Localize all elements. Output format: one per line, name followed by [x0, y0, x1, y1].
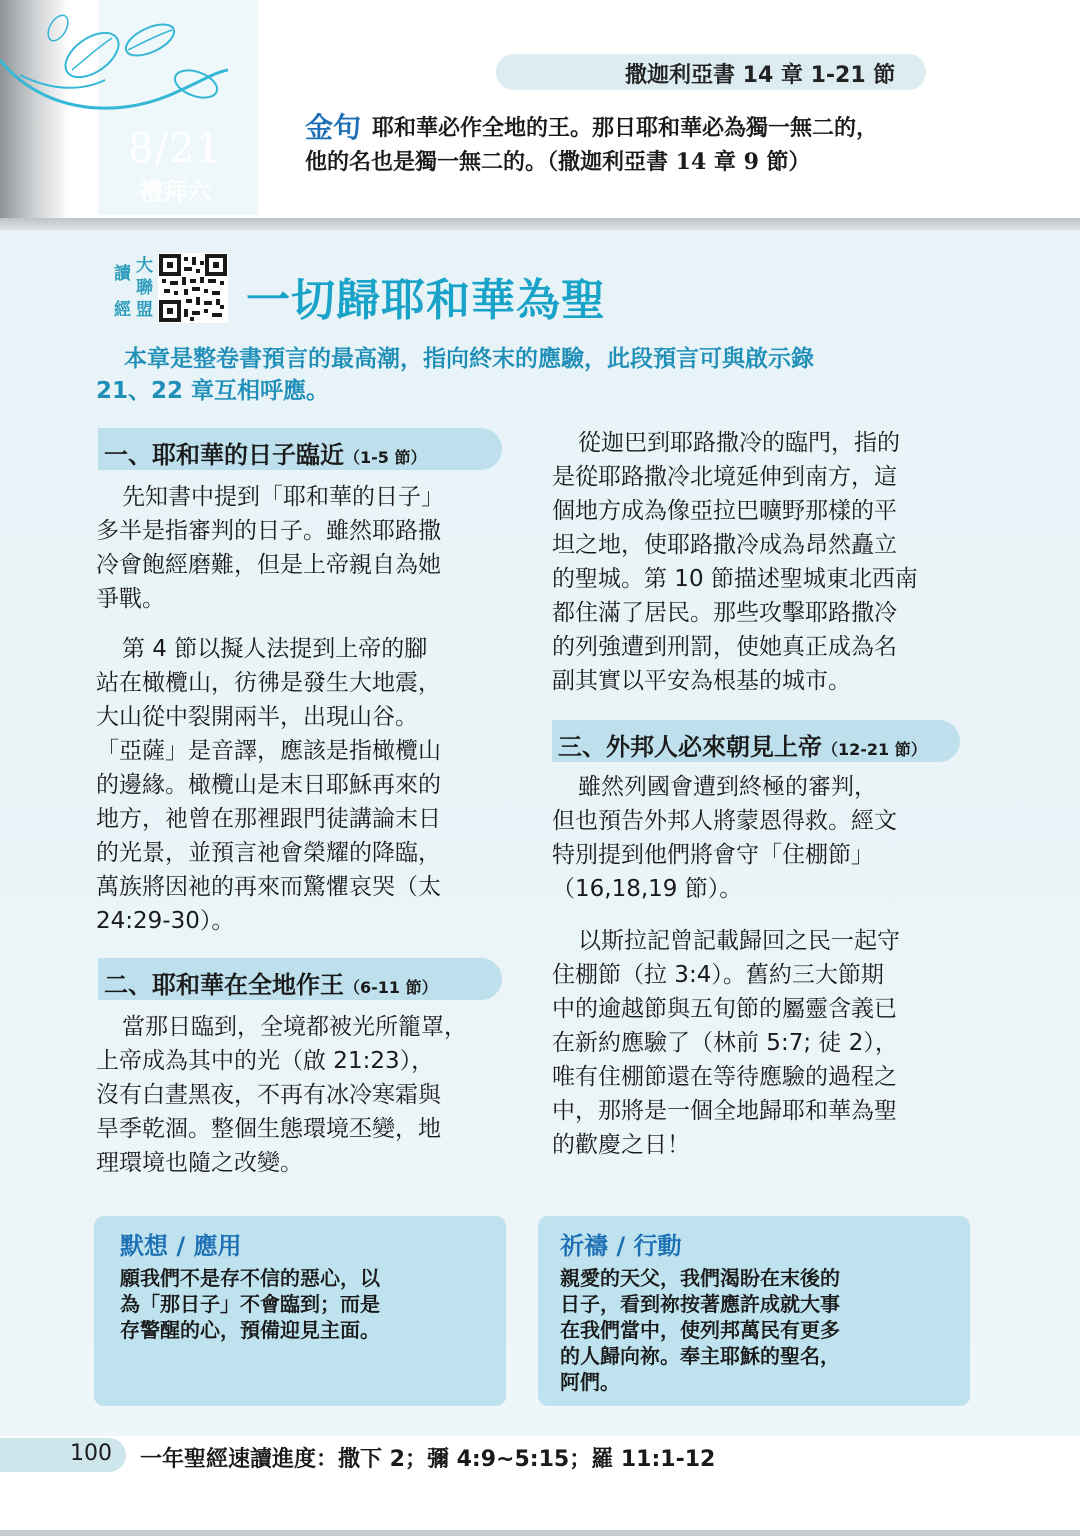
meditation-line: 願我們不是存不信的惡心，以 — [120, 1266, 380, 1290]
text-line: 24:29-30）。 — [96, 908, 235, 934]
section-1-title-text: 一、耶和華的日子臨近 — [104, 441, 344, 469]
text-line: 的邊緣。橄欖山是末日耶穌再來的 — [96, 772, 441, 798]
text-line: 雖然列國會遭到終極的審判， — [578, 774, 877, 800]
meditation-line: 存警醒的心，預備迎見主面。 — [120, 1318, 380, 1342]
text-line: 萬族將因祂的再來而驚懼哀哭（太 — [96, 874, 441, 900]
text-line: 先知書中提到「耶和華的日子」 — [122, 484, 444, 510]
prayer-line: 親愛的天父，我們渴盼在末後的 — [560, 1266, 840, 1290]
text-line: 的列強遭到刑罰，使她真正成為名 — [552, 634, 897, 660]
page-header — [0, 0, 1080, 222]
prayer-title: 祈禱 / 行動 — [560, 1232, 682, 1260]
text-line: 大山從中裂開兩半，出現山谷。 — [96, 704, 418, 730]
text-line: 坦之地，使耶路撒冷成為昂然矗立 — [552, 532, 897, 558]
text-line: 的光景，並預言祂會榮耀的降臨， — [96, 840, 441, 866]
text-line: 上帝成為其中的光（啟 21:23）， — [96, 1048, 435, 1074]
section-3-title — [558, 727, 927, 762]
text-line: 在新約應驗了（林前 5:7; 徒 2）， — [552, 1030, 898, 1056]
date-label: 8/21 — [128, 126, 222, 172]
badge-char: 大 — [136, 256, 153, 276]
text-line: 旱季乾涸。整個生態環境丕變，地 — [96, 1116, 441, 1142]
bottom-edge — [0, 1530, 1080, 1536]
badge-char: 讀 — [114, 264, 131, 284]
text-line: 沒有白晝黑夜，不再有冰冷寒霜與 — [96, 1082, 441, 1108]
section-1-ref: （1-5 節） — [344, 448, 427, 467]
section-3-ref: （12-21 節） — [822, 740, 927, 759]
text-line: 個地方成為像亞拉巴曠野那樣的平 — [552, 498, 897, 524]
text-line: 但也預告外邦人將蒙恩得救。經文 — [552, 808, 897, 834]
section-2-title-text: 二、耶和華在全地作王 — [104, 971, 344, 999]
text-line: 中的逾越節與五旬節的屬靈含義已 — [552, 996, 897, 1022]
section-3-title-text: 三、外邦人必來朝見上帝 — [558, 733, 822, 761]
badge-char: 經 — [114, 300, 131, 320]
text-line: 第 4 節以擬人法提到上帝的腳 — [122, 636, 428, 662]
text-line: 住棚節（拉 3:4）。舊約三大節期 — [552, 962, 884, 988]
prayer-line: 在我們當中，使列邦萬民有更多 — [560, 1318, 840, 1342]
text-line: 中，那將是一個全地歸耶和華為聖 — [552, 1098, 897, 1124]
text-line: 的歡慶之日！ — [552, 1132, 690, 1158]
text-line: 多半是指審判的日子。雖然耶路撒 — [96, 518, 441, 544]
intro-line-2: 21、22 章互相呼應。 — [96, 378, 330, 404]
text-line: 理環境也隨之改變。 — [96, 1150, 303, 1176]
text-line: 「亞薩」是音譯，應該是指橄欖山 — [96, 738, 441, 764]
section-2-title — [104, 965, 438, 1000]
text-line: 爭戰。 — [96, 586, 165, 612]
floral-decoration-icon — [0, 0, 260, 130]
prayer-line: 日子，看到祢按著應許成就大事 — [560, 1292, 840, 1316]
golden-verse-label: 金句 — [305, 111, 362, 144]
golden-verse-line-2: 他的名也是獨一無二的。（撒迦利亞書 14 章 9 節） — [305, 149, 811, 175]
badge-char: 盟 — [136, 300, 153, 320]
text-line: 地方，祂曾在那裡跟門徒講論末日 — [96, 806, 441, 832]
reading-progress: 一年聖經速讀進度：撒下 2；彌 4:9~5:15；羅 11:1-12 — [140, 1447, 716, 1472]
text-line: 副其實以平安為根基的城市。 — [552, 668, 851, 694]
text-line: 當那日臨到，全境都被光所籠罩， — [122, 1014, 467, 1040]
page-number: 100 — [70, 1441, 112, 1466]
badge-char: 聯 — [136, 278, 153, 298]
text-line: 特別提到他們將會守「住棚節」 — [552, 842, 874, 868]
golden-verse-line-1: 耶和華必作全地的王。那日耶和華必為獨一無二的， — [372, 115, 879, 141]
page-title: 一切歸耶和華為聖 — [246, 275, 606, 326]
meditation-title: 默想 / 應用 — [120, 1232, 242, 1260]
qr-code-icon[interactable] — [158, 253, 228, 323]
text-line: 從迦巴到耶路撒冷的臨門，指的 — [578, 430, 900, 456]
text-line: 站在橄欖山，彷彿是發生大地震， — [96, 670, 441, 696]
prayer-line: 的人歸向祢。奉主耶穌的聖名， — [560, 1344, 840, 1368]
section-1-title — [104, 435, 426, 470]
text-line: 是從耶路撒冷北境延伸到南方，這 — [552, 464, 897, 490]
text-line: 唯有住棚節還在等待應驗的過程之 — [552, 1064, 897, 1090]
meditation-line: 為「那日子」不會臨到；而是 — [120, 1292, 380, 1316]
prayer-line: 阿們。 — [560, 1370, 620, 1394]
weekday-label: 禮拜六 — [139, 178, 211, 206]
intro-line-1: 本章是整卷書預言的最高潮，指向終末的應驗，此段預言可與啟示錄 — [124, 346, 814, 372]
scripture-reference: 撒迦利亞書 14 章 1-21 節 — [625, 63, 896, 88]
section-2-ref: （6-11 節） — [344, 978, 438, 997]
text-line: 冷會飽經磨難，但是上帝親自為她 — [96, 552, 441, 578]
text-line: 的聖城。第 10 節描述聖城東北西南 — [552, 566, 918, 592]
header-divider — [0, 218, 1080, 230]
text-line: 以斯拉記曾記載歸回之民一起守 — [578, 928, 900, 954]
text-line: （16,18,19 節）。 — [552, 876, 743, 902]
text-line: 都住滿了居民。那些攻擊耶路撒冷 — [552, 600, 897, 626]
